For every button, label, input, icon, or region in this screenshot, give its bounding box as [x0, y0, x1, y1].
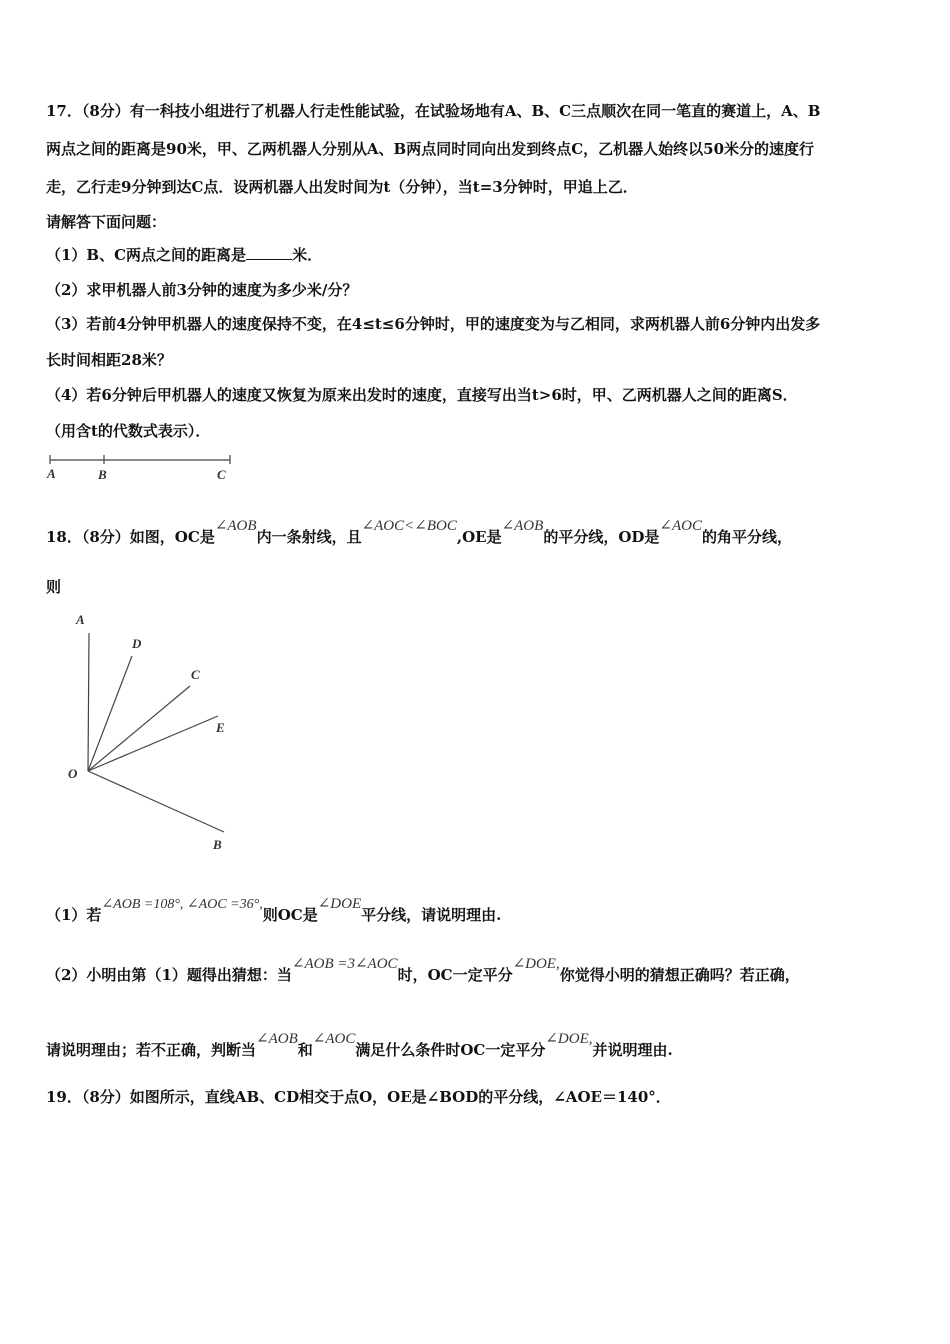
q18-stem-text-4: 的平分线，OD是 — [543, 528, 660, 546]
q18-stem-text-3: ,OE是 — [456, 528, 502, 546]
q18-angle-figure — [62, 608, 242, 858]
fig-label-b: B — [213, 837, 222, 852]
q18-stem-math-2: ∠AOC<∠BOC — [361, 518, 457, 534]
q17-sub3-line-2: 长时间相距28米？ — [46, 351, 172, 369]
q17-segment-figure — [44, 452, 244, 486]
q18-stem-math-3: ∠AOB — [501, 518, 544, 534]
fig-label-d: D — [132, 636, 142, 651]
q18-p1-text-1: （1）若 — [46, 906, 102, 924]
q17-prompt: 请解答下面问题： — [46, 213, 167, 231]
q18-p3-math-1: ∠AOB — [256, 1031, 298, 1047]
q18-stem-math-4: ∠AOC — [659, 518, 702, 534]
ray-oc — [88, 686, 190, 771]
q18-p3-text-2: 和 — [297, 1041, 313, 1059]
q18-stem-text-5: 的角平分线， — [701, 528, 792, 546]
fig-label-o: O — [68, 766, 78, 781]
ray-oe — [88, 716, 218, 771]
q18-p1-math-2: ∠DOE — [317, 896, 362, 912]
q18-p3-math-2: ∠AOC — [312, 1031, 356, 1047]
q18-p2-math-2: ∠DOE, — [512, 956, 560, 972]
q18-p2-text-1: （2）小明由第（1）题得出猜想：当 — [46, 966, 292, 984]
q18-stem — [46, 518, 792, 548]
q17-line-2: 两点之间的距离是90米，甲、乙两机器人分别从A、B两点同时同向出发到终点C，乙机器人始终以50米分的速度行 — [46, 140, 815, 158]
q18-p3-text-4: 并说明理由. — [592, 1041, 673, 1059]
label-c: C — [217, 467, 226, 482]
ray-od — [88, 656, 132, 771]
q17-sub4-line-1: （4）若6分钟后甲机器人的速度又恢复为原来出发时的速度，直接写出当t>6时，甲、乙两机器人之间的距离S． — [46, 386, 798, 404]
q18-p2-math-1: ∠AOB =3∠AOC — [291, 956, 398, 972]
q18-p2-text-3: 你觉得小明的猜想正确吗？若正确， — [559, 966, 800, 984]
q18-p3-text-1: 请说明理由；若不正确，判断当 — [46, 1041, 257, 1059]
q18-part-2-continued — [46, 1031, 673, 1061]
fig-label-e: E — [216, 720, 225, 735]
q19-stem: 19．（8分）如图所示，直线AB、CD相交于点O，OE是∠BOD的平分线，∠AOE＝140°． — [46, 1088, 671, 1106]
q18-part-2 — [46, 956, 800, 986]
q18-p1-text-2: 则OC是 — [262, 906, 318, 924]
label-b: B — [98, 467, 107, 482]
q17-line-3: 走，乙行走9分钟到达C点．设两机器人出发时间为t（分钟），当t=3分钟时，甲追上乙． — [46, 178, 638, 196]
q18-p1-text-3: 平分线，请说明理由. — [361, 906, 502, 924]
label-a: A — [47, 466, 56, 481]
q18-stem-text-1: 18．（8分）如图，OC是 — [46, 528, 215, 546]
q17-sub3-line-1: （3）若前4分钟甲机器人的速度保持不变，在4≤t≤6分钟时，甲的速度变为与乙相同，求两机器人前6分钟内出发多 — [46, 315, 821, 333]
q18-p3-text-3: 满足什么条件时OC一定平分 — [355, 1041, 546, 1059]
answer-blank — [246, 245, 292, 260]
q17-sub1-unit: 米． — [292, 246, 323, 264]
fig-label-c: C — [191, 667, 200, 682]
q18-p3-math-3: ∠DOE, — [545, 1031, 593, 1047]
q18-stem-math-1: ∠AOB — [214, 518, 257, 534]
fig-label-a: A — [76, 612, 85, 627]
q18-stem-then: 则 — [46, 578, 62, 596]
q17-sub4-line-2: （用含t的代数式表示）． — [46, 422, 211, 440]
q17-sub1-text: （1）B、C两点之间的距离是 — [46, 246, 247, 264]
q18-p1-math-1: ∠AOB =108°, ∠AOC =36°, — [101, 897, 263, 912]
q17-sub2: （2）求甲机器人前3分钟的速度为多少米/分？ — [46, 281, 358, 299]
q18-p2-text-2: 时，OC一定平分 — [397, 966, 513, 984]
q17-line-1: 17．（8分）有一科技小组进行了机器人行走性能试验，在试验场地有A、B、C三点顺次在同一笔直的赛道上，A、B — [46, 102, 821, 120]
ray-oa — [88, 633, 89, 771]
ray-ob — [88, 771, 224, 832]
q18-stem-text-2: 内一条射线，且 — [256, 528, 362, 546]
q17-sub1 — [46, 245, 322, 265]
q18-part-1 — [46, 896, 502, 927]
